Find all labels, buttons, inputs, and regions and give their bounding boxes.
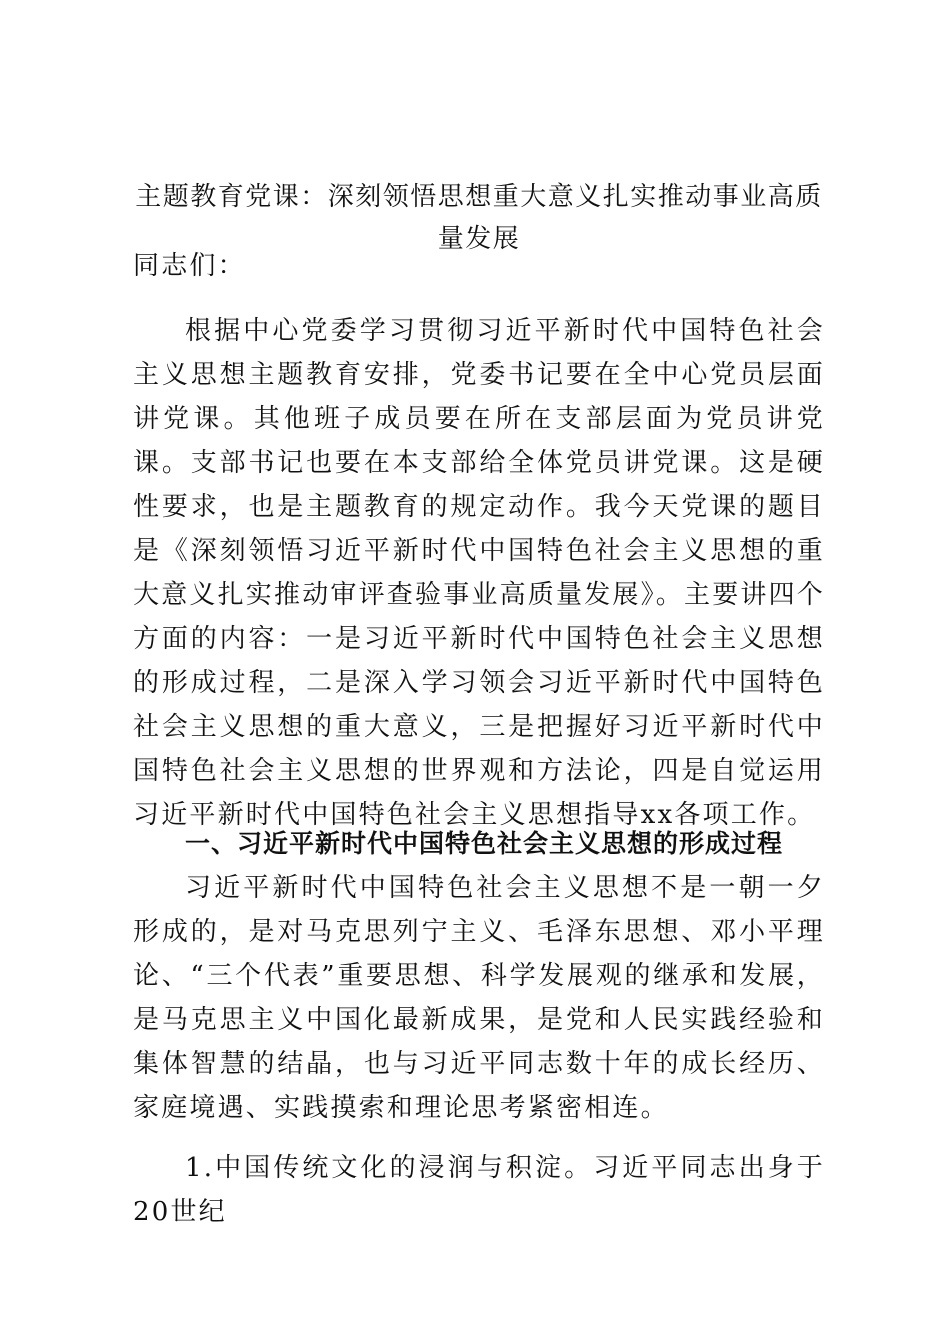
section-heading: 一、习近平新时代中国特色社会主义思想的形成过程 xyxy=(185,829,784,858)
paragraph-subsection-1: 1.中国传统文化的浸润与积淀。习近平同志出身于20世纪 xyxy=(133,1153,825,1227)
salutation: 同志们： xyxy=(133,251,246,281)
paragraph-section-1: 习近平新时代中国特色社会主义思想不是一朝一夕形成的，是对马克思列宁主义、毛泽东思想、邓小平理论、“三个代表”重要思想、科学发展观的继承和发展，是马克思主义中国化最新成果，是党和人民实践经验和集体智慧的结晶，也与习近平同志数十年的成长经历、家庭境遇、实践摸索和理论思考紧密相连。 xyxy=(133,873,825,1123)
document-title: 主题教育党课：深刻领悟思想重大意义扎实推动事业高质量发展 xyxy=(135,182,823,254)
paragraph-intro: 根据中心党委学习贯彻习近平新时代中国特色社会主义思想主题教育安排，党委书记要在全中心党员层面讲党课。其他班子成员要在所在支部层面为党员讲党课。支部书记也要在本支部给全体党员讲党课。这是硬性要求，也是主题教育的规定动作。我今天党课的题目是《深刻领悟习近平新时代中国特色社会主义思想的重大意义扎实推动审评查验事业高质量发展》。主要讲四个方面的内容：一是习近平新时代中国特色社会主义思想的形成过程，二是深入学习领会习近平新时代中国特色社会主义思想的重大意义，三是把握好习近平新时代中国特色社会主义思想的世界观和方法论，四是自觉运用习近平新时代中国特色社会主义思想指导xx各项工作。 xyxy=(133,316,826,830)
